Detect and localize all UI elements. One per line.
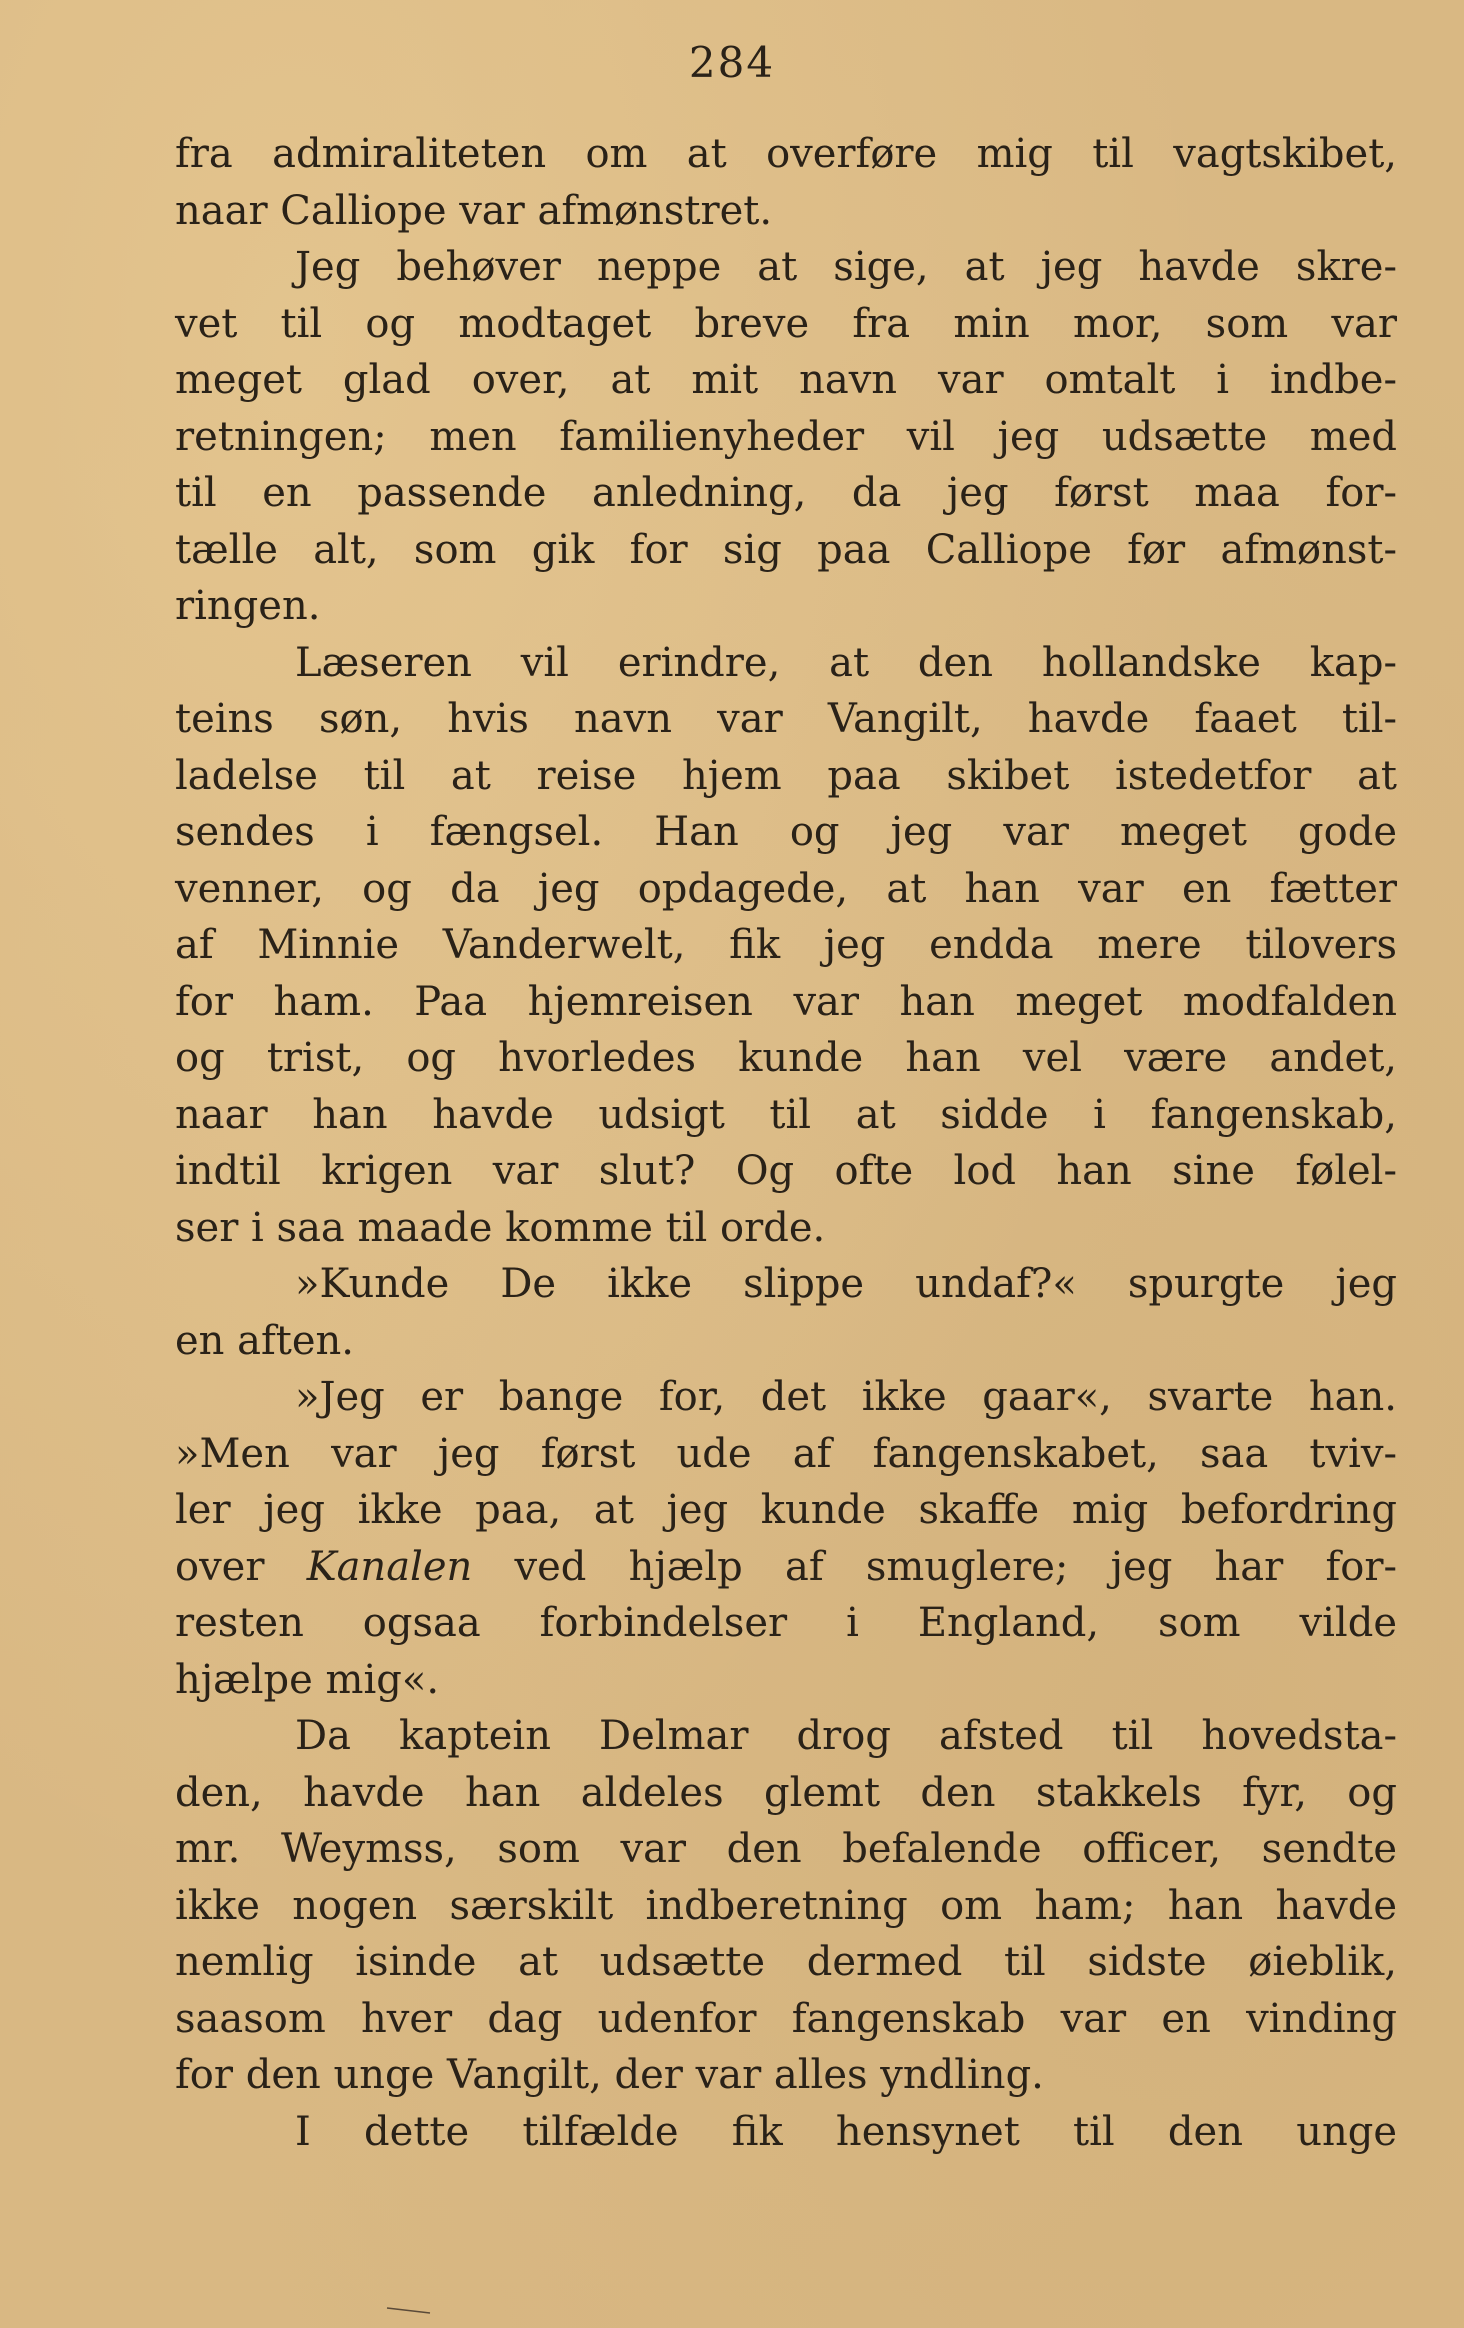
text-line: Læseren vil erindre, at den hollandske kap- <box>295 639 1397 686</box>
text-line: af Minnie Vanderwelt, fik jeg endda mere tilovers <box>175 922 1397 968</box>
text-line: I dette tilfælde fik hensynet til den unge <box>295 2108 1397 2155</box>
page-number: 284 <box>688 38 776 87</box>
text-line: »Men var jeg først ude af fangenskabet, saa tviv- <box>175 1430 1397 1477</box>
text-line: tælle alt, som gik for sig paa Calliope før afmønst- <box>175 526 1397 573</box>
text-line: for ham. Paa hjemreisen var han meget modfalden <box>175 978 1397 1025</box>
text-line: »Jeg er bange for, det ikke gaar«, svarte han. <box>295 1374 1397 1420</box>
text-line: meget glad over, at mit navn var omtalt i indbe- <box>175 357 1397 403</box>
text-line: indtil krigen var slut? Og ofte lod han sine følel- <box>175 1148 1397 1194</box>
text-line: hjælpe mig«. <box>175 1656 440 1703</box>
text-line: resten ogsaa forbindelser i England, som vilde <box>175 1600 1397 1646</box>
text-line: naar han havde udsigt til at sidde i fangenskab, <box>175 1091 1397 1138</box>
text-line: fra admiraliteten om at overføre mig til vagtskibet, <box>175 131 1397 177</box>
text-line: ikke nogen særskilt indberetning om ham; han havde <box>175 1882 1397 1929</box>
text-line: over Kanalen ved hjælp af smuglere; jeg har for- <box>175 1543 1398 1590</box>
text-line: Jeg behøver neppe at sige, at jeg havde skre- <box>295 244 1397 290</box>
text-line: til en passende anledning, da jeg først maa for- <box>175 470 1397 516</box>
text-line: en aften. <box>175 1317 355 1364</box>
text-line: naar Calliope var afmønstret. <box>175 187 773 234</box>
text-line: ser i saa maade komme til orde. <box>175 1204 826 1251</box>
text-line: ringen. <box>175 583 321 629</box>
text-line: vet til og modtaget breve fra min mor, som var <box>175 300 1397 347</box>
text-line: ler jeg ikke paa, at jeg kunde skaffe mig befordring <box>175 1487 1397 1533</box>
text-line: teins søn, hvis navn var Vangilt, havde faaet til- <box>175 696 1397 742</box>
text-line: og trist, og hvorledes kunde han vel være andet, <box>175 1035 1397 1081</box>
text-line: Da kaptein Delmar drog afsted til hovedsta- <box>295 1713 1397 1759</box>
text-line: »Kunde De ikke slippe undaf?« spurgte jeg <box>295 1261 1397 1307</box>
text-line: nemlig isinde at udsætte dermed til sidste øieblik, <box>175 1939 1397 1985</box>
text-line: retningen; men familienyheder vil jeg udsætte med <box>175 413 1397 460</box>
paper-speck <box>385 2305 435 2315</box>
text-line: ladelse til at reise hjem paa skibet istedetfor at <box>175 752 1397 799</box>
text-line: for den unge Vangilt, der var alles yndling. <box>175 2052 1044 2098</box>
body-text <box>175 126 1397 2160</box>
text-line: saasom hver dag udenfor fangenskab var en vinding <box>175 1995 1397 2042</box>
text-line: mr. Weymss, som var den befalende officer, sendte <box>175 1826 1397 1872</box>
text-line: sendes i fængsel. Han og jeg var meget gode <box>175 809 1397 855</box>
text-line: den, havde han aldeles glemt den stakkels fyr, og <box>175 1769 1397 1816</box>
text-line: venner, og da jeg opdagede, at han var en fætter <box>175 865 1397 912</box>
italic-word: Kanalen <box>306 1543 473 1590</box>
